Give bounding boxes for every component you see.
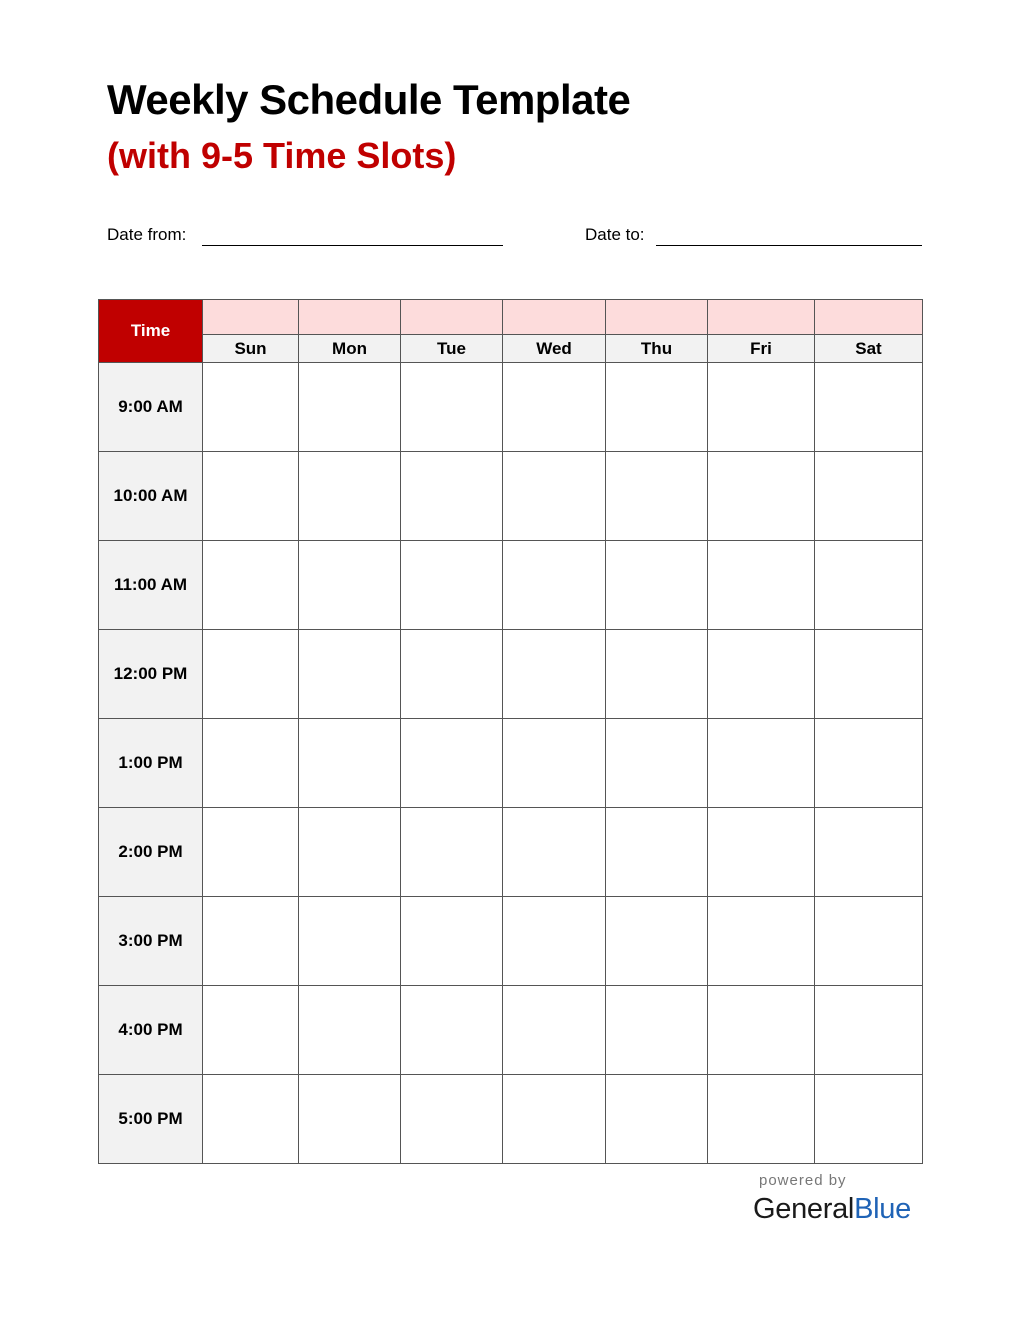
date-from-field[interactable] <box>202 245 503 246</box>
time-row <box>99 363 923 452</box>
day-header-sun: Sun <box>203 335 299 363</box>
schedule-slot[interactable] <box>503 986 606 1075</box>
schedule-slot[interactable] <box>708 808 815 897</box>
day-color-cell <box>606 300 708 335</box>
schedule-slot[interactable] <box>299 452 401 541</box>
time-label: 1:00 PM <box>99 719 203 808</box>
schedule-slot[interactable] <box>401 719 503 808</box>
schedule-slot[interactable] <box>815 1075 923 1164</box>
schedule-slot[interactable] <box>606 1075 708 1164</box>
time-label: 5:00 PM <box>99 1075 203 1164</box>
schedule-slot[interactable] <box>606 541 708 630</box>
schedule-slot[interactable] <box>203 541 299 630</box>
page-subtitle: (with 9-5 Time Slots) <box>107 135 457 176</box>
day-header-thu: Thu <box>606 335 708 363</box>
schedule-slot[interactable] <box>203 452 299 541</box>
day-color-cell <box>503 300 606 335</box>
schedule-slot[interactable] <box>401 452 503 541</box>
time-row <box>99 986 923 1075</box>
schedule-slot[interactable] <box>401 1075 503 1164</box>
schedule-header <box>99 300 923 363</box>
schedule-slot[interactable] <box>708 986 815 1075</box>
time-label: 12:00 PM <box>99 630 203 719</box>
schedule-slot[interactable] <box>203 808 299 897</box>
schedule-slot[interactable] <box>606 719 708 808</box>
schedule-slot[interactable] <box>503 541 606 630</box>
brand-logo[interactable] <box>753 1193 911 1226</box>
time-row <box>99 541 923 630</box>
schedule-slot[interactable] <box>815 363 923 452</box>
date-to-label: Date to: <box>585 225 645 244</box>
schedule-slot[interactable] <box>708 1075 815 1164</box>
day-header-mon: Mon <box>299 335 401 363</box>
day-header-sat: Sat <box>815 335 923 363</box>
schedule-slot[interactable] <box>299 719 401 808</box>
day-header-wed: Wed <box>503 335 606 363</box>
schedule-slot[interactable] <box>815 541 923 630</box>
schedule-slot[interactable] <box>503 808 606 897</box>
schedule-slot[interactable] <box>299 630 401 719</box>
day-color-cell <box>708 300 815 335</box>
schedule-slot[interactable] <box>606 363 708 452</box>
date-to-field[interactable] <box>656 245 922 246</box>
time-row <box>99 808 923 897</box>
schedule-slot[interactable] <box>606 808 708 897</box>
time-label: 11:00 AM <box>99 541 203 630</box>
schedule-slot[interactable] <box>708 363 815 452</box>
time-row <box>99 630 923 719</box>
schedule-slot[interactable] <box>708 719 815 808</box>
schedule-slot[interactable] <box>299 1075 401 1164</box>
page-title: Weekly Schedule Template <box>107 76 631 123</box>
time-label: 4:00 PM <box>99 986 203 1075</box>
schedule-slot[interactable] <box>503 719 606 808</box>
schedule-slot[interactable] <box>815 719 923 808</box>
schedule-slot[interactable] <box>815 897 923 986</box>
day-color-cell <box>299 300 401 335</box>
schedule-slot[interactable] <box>503 897 606 986</box>
schedule-slot[interactable] <box>203 986 299 1075</box>
schedule-slot[interactable] <box>203 630 299 719</box>
schedule-slot[interactable] <box>606 986 708 1075</box>
schedule-slot[interactable] <box>203 897 299 986</box>
schedule-slot[interactable] <box>815 452 923 541</box>
time-label: 9:00 AM <box>99 363 203 452</box>
time-label: 3:00 PM <box>99 897 203 986</box>
day-header-tue: Tue <box>401 335 503 363</box>
day-header-fri: Fri <box>708 335 815 363</box>
schedule-table <box>98 299 923 1164</box>
brand-name-general: General <box>753 1193 855 1225</box>
schedule-slot[interactable] <box>606 630 708 719</box>
schedule-slot[interactable] <box>203 719 299 808</box>
schedule-slot[interactable] <box>401 897 503 986</box>
brand-name-blue: Blue <box>854 1193 911 1225</box>
schedule-slot[interactable] <box>299 363 401 452</box>
schedule-slot[interactable] <box>606 452 708 541</box>
time-row <box>99 897 923 986</box>
time-row <box>99 719 923 808</box>
schedule-slot[interactable] <box>606 897 708 986</box>
time-column-header: Time <box>99 300 203 363</box>
schedule-slot[interactable] <box>708 452 815 541</box>
schedule-slot[interactable] <box>708 630 815 719</box>
schedule-slot[interactable] <box>401 363 503 452</box>
schedule-slot[interactable] <box>815 986 923 1075</box>
day-color-cell <box>203 300 299 335</box>
date-from-label: Date from: <box>107 225 187 244</box>
day-color-cell <box>401 300 503 335</box>
schedule-slot[interactable] <box>708 897 815 986</box>
schedule-slot[interactable] <box>401 630 503 719</box>
powered-by-text: powered by <box>759 1172 847 1189</box>
schedule-slot[interactable] <box>203 363 299 452</box>
header-color-row <box>99 300 923 335</box>
schedule-slot[interactable] <box>299 541 401 630</box>
schedule-slot[interactable] <box>299 897 401 986</box>
schedule-slot[interactable] <box>815 808 923 897</box>
schedule-slot[interactable] <box>503 630 606 719</box>
time-row <box>99 1075 923 1164</box>
day-header-row <box>99 335 923 363</box>
time-row <box>99 452 923 541</box>
schedule-slot[interactable] <box>503 363 606 452</box>
schedule-slot[interactable] <box>299 808 401 897</box>
schedule-slot[interactable] <box>299 986 401 1075</box>
schedule-slot[interactable] <box>203 1075 299 1164</box>
day-color-cell <box>815 300 923 335</box>
time-label: 10:00 AM <box>99 452 203 541</box>
schedule-slot[interactable] <box>401 986 503 1075</box>
time-label: 2:00 PM <box>99 808 203 897</box>
schedule-slot[interactable] <box>708 541 815 630</box>
schedule-slot[interactable] <box>503 1075 606 1164</box>
schedule-slot[interactable] <box>401 541 503 630</box>
schedule-slot[interactable] <box>401 808 503 897</box>
schedule-slot[interactable] <box>815 630 923 719</box>
schedule-slot[interactable] <box>503 452 606 541</box>
schedule-body <box>99 363 923 1164</box>
